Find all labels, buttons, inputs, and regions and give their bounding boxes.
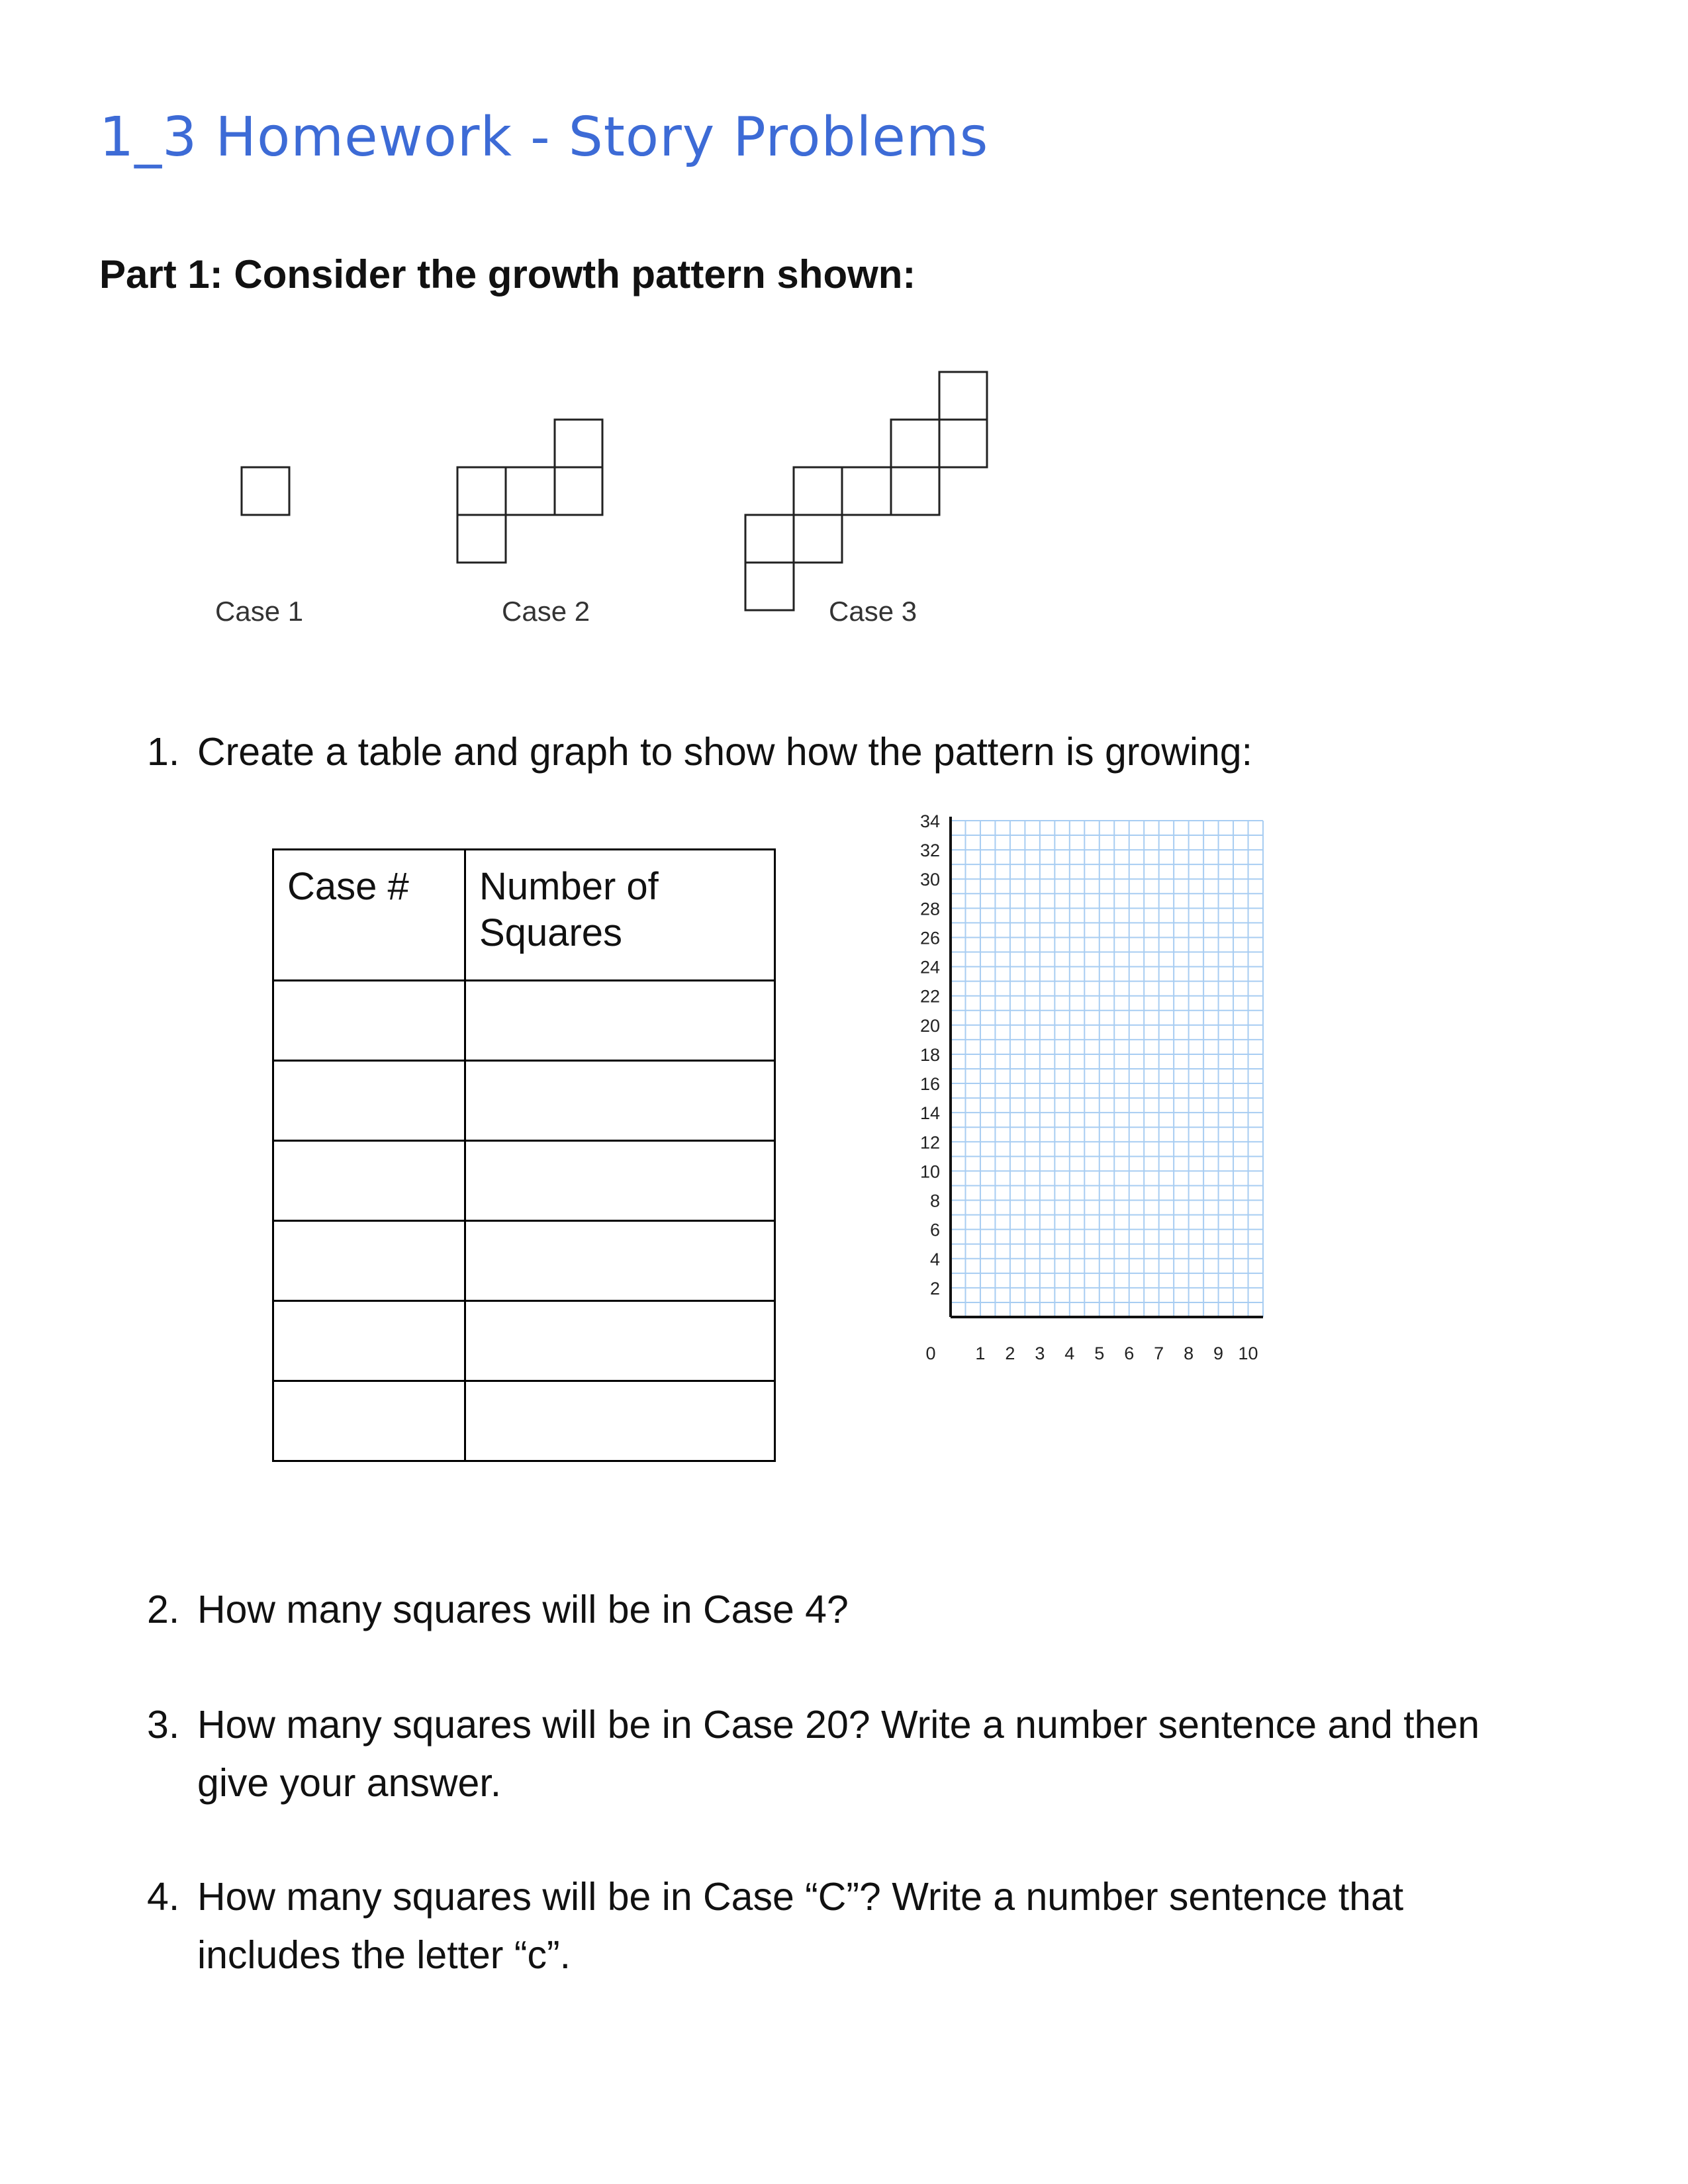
x-tick-label: 8 <box>1184 1343 1194 1363</box>
case2-label: Case 2 <box>502 596 590 627</box>
header-case-number: Case # <box>273 850 465 981</box>
case3-square <box>745 563 794 610</box>
x-tick-label: 9 <box>1213 1343 1224 1363</box>
table-cell[interactable] <box>465 1061 775 1141</box>
table-cell[interactable] <box>273 1221 465 1301</box>
table-cell[interactable] <box>273 1061 465 1141</box>
question-number: 3. <box>147 1703 180 1747</box>
table-cell[interactable] <box>465 1141 775 1221</box>
y-tick-label: 2 <box>929 1278 940 1298</box>
x-tick-label: 5 <box>1094 1343 1105 1363</box>
question-3 <box>147 1696 1636 1815</box>
case3-square <box>939 420 987 467</box>
y-tick-label: 30 <box>919 870 940 890</box>
case2-square <box>506 467 555 515</box>
table-cell[interactable] <box>465 1381 775 1461</box>
question-text-line2: includes the letter “c”. <box>197 1933 571 1977</box>
question-number: 1. <box>147 730 180 774</box>
part1-heading: Part 1: Consider the growth pattern shown: <box>99 252 916 296</box>
y-tick-label: 24 <box>919 957 940 978</box>
table-cell[interactable] <box>273 1141 465 1221</box>
case3-square <box>794 515 842 563</box>
x-tick-label: 4 <box>1064 1343 1075 1363</box>
case3-square <box>891 420 939 467</box>
table-row <box>273 1381 775 1461</box>
y-tick-label: 18 <box>919 1044 940 1065</box>
y-tick-label: 12 <box>919 1132 940 1153</box>
x-tick-label: 7 <box>1154 1343 1164 1363</box>
question-text-line2: give your answer. <box>197 1761 502 1805</box>
table-row <box>273 1221 775 1301</box>
header-number-of-squares <box>465 850 775 981</box>
case3-square <box>745 515 794 563</box>
table-row <box>273 1061 775 1141</box>
y-tick-label: 6 <box>929 1220 940 1240</box>
question-4 <box>147 1868 1636 1987</box>
y-tick-label: 14 <box>919 1103 940 1124</box>
question-text-line1: How many squares will be in Case “C”? Write a number sentence that <box>197 1875 1404 1919</box>
table-cell[interactable] <box>465 981 775 1061</box>
y-tick-label: 34 <box>919 811 940 831</box>
y-tick-label: 10 <box>919 1161 940 1182</box>
case3-label: Case 3 <box>829 596 917 627</box>
x-tick-label: 6 <box>1124 1343 1135 1363</box>
header-line: Number of <box>479 865 659 908</box>
y-tick-label: 4 <box>929 1249 940 1269</box>
x-tick-label: 10 <box>1238 1343 1258 1363</box>
case2-square <box>457 515 506 563</box>
question-text: How many squares will be in Case 4? <box>197 1588 849 1631</box>
y-tick-label: 32 <box>919 841 940 861</box>
y-tick-label: 28 <box>919 899 940 919</box>
question-number: 2. <box>147 1588 180 1631</box>
y-tick-label: 16 <box>919 1074 940 1095</box>
table-header-row <box>273 850 775 981</box>
case2-square <box>457 467 506 515</box>
origin-label: 0 <box>925 1343 936 1363</box>
question-number: 4. <box>147 1875 180 1919</box>
case3-square <box>842 467 891 515</box>
case1-square <box>242 467 289 515</box>
table-cell[interactable] <box>273 1381 465 1461</box>
x-tick-label: 2 <box>1005 1343 1015 1363</box>
table-cell[interactable] <box>465 1301 775 1381</box>
case-table <box>272 848 776 1462</box>
page-title: 1_3 Homework - Story Problems <box>99 106 989 169</box>
table-cell[interactable] <box>273 981 465 1061</box>
question-2 <box>147 1580 1603 1640</box>
question-text-line1: How many squares will be in Case 20? Write a number sentence and then <box>197 1703 1480 1747</box>
table-row <box>273 1301 775 1381</box>
question-1 <box>147 723 1603 782</box>
y-tick-label: 26 <box>919 928 940 948</box>
question-text: Create a table and graph to show how the pattern is growing: <box>197 730 1252 774</box>
case3-square <box>891 467 939 515</box>
case3-square <box>939 372 987 420</box>
blank-coordinate-graph <box>900 807 1271 1390</box>
case1-label: Case 1 <box>215 596 304 627</box>
table-row <box>273 1141 775 1221</box>
y-tick-label: 8 <box>929 1191 940 1211</box>
header-line: Squares <box>479 911 623 954</box>
case2-square <box>555 420 602 467</box>
x-tick-label: 3 <box>1035 1343 1045 1363</box>
table-cell[interactable] <box>465 1221 775 1301</box>
case3-square <box>794 467 842 515</box>
table-cell[interactable] <box>273 1301 465 1381</box>
y-tick-label: 20 <box>919 1015 940 1036</box>
table-row <box>273 981 775 1061</box>
y-tick-label: 22 <box>919 986 940 1007</box>
case2-square <box>555 467 602 515</box>
x-tick-label: 1 <box>975 1343 986 1363</box>
